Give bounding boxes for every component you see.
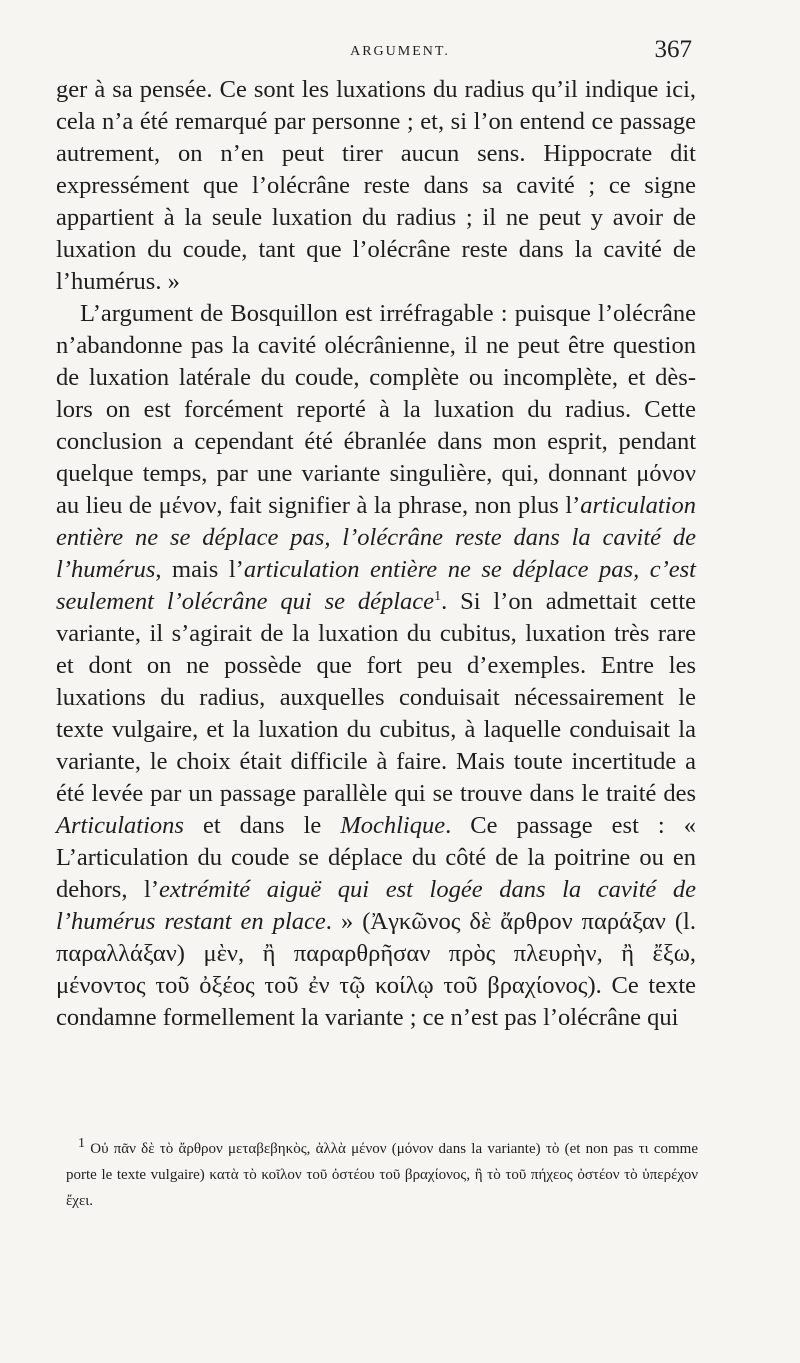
main-text — [56, 74, 696, 1034]
running-head: ARGUMENT. — [350, 44, 450, 59]
footnotes — [66, 1136, 698, 1214]
italic-quote: articulation entière ne se déplace pas, l’olécrâne reste dans la cavité de l’humérus — [56, 492, 696, 583]
text-run: , mais l’ — [155, 556, 244, 583]
text-run: . » (Ἀγκῶνος δὲ ἄρθρον παράξαν (l. παραλλάξαν) μὲν, ἢ παραρθρῆσαν πρὸς πλευρὴν, ἢ ἔξω, μένοντος τοῦ ὀξέος τοῦ ἐν τῷ κοίλῳ τοῦ βραχίονος). Ce texte condamne formellement la variante ; ce n’est pas l’olécrâne qui — [56, 908, 696, 1031]
italic-title: Articulations — [56, 812, 184, 839]
italic-quote: extrémité aiguë qui est logée dans la cavité de l’humérus restant en place — [56, 876, 696, 935]
footnote-text: Οὐ πᾶν δὲ τὸ ἄρθρον μεταβεβηκὸς, ἀλλὰ μένον (μόνον dans la variante) τὸ (et non pas τι comme porte le texte vulgaire) κατὰ τὸ κοῖλον τοῦ ὀστέου τοῦ βραχίονος, ἢ τὸ τοῦ πήχεος ὀστέον τὸ ὑπερέχον ἔχει. — [66, 1141, 699, 1209]
text-run: . Ce passage est : « L’articulation du coude se déplace du côté de la poitrine ou en dehors, l’ — [56, 812, 696, 903]
italic-quote: articulation entière ne se déplace pas, c’est seulement l’olécrâne qui se déplace — [56, 556, 696, 615]
text-run: et dans le — [183, 812, 341, 839]
footnote-ref[interactable]: 1 — [434, 588, 442, 604]
text-run: L’argument de Bosquillon est irréfragable : puisque l’olécrâne n’abandonne pas la cavité olécrânienne, il ne peut être question de luxation latérale du coude, complète ou incomplète, et dès-lors on est forcément reporté à la luxation du radius. Cette conclusion a cependant été ébranlée dans mon esprit, pendant quelque temps, par une variante singulière, qui, donnant μόνον au lieu de μένον, fait signifier à la phrase, non plus l’ — [56, 300, 696, 519]
footnote-1 — [66, 1136, 698, 1214]
footnote-mark: 1 — [78, 1136, 85, 1151]
text-run: . Si l’on admettait cette variante, il s’agirait de la luxation du cubitus, luxation très rare et dont on ne possède que fort peu d’exemples. Entre les luxations du radius, auxquelles conduisait nécessairement le texte vulgaire, et la luxation du cubitus, à laquelle conduisait la variante, le choix était difficile à faire. Mais toute incertitude a été levée par un passage parallèle qui se trouve dans le traité des — [56, 588, 696, 807]
page-number: 367 — [654, 36, 692, 63]
page-header — [0, 34, 800, 74]
paragraph-1: ger à sa pensée. Ce sont les luxations du radius qu’il indique ici, cela n’a été remarqué par personne ; et, si l’on entend ce passage autrement, on n’en peut tirer aucun sens. Hippocrate dit expressément que l’olécrâne reste dans sa cavité ; ce signe appartient à la seule luxation du radius ; il ne peut y avoir de luxation du coude, tant que l’olécrâne reste dans la cavité de l’humérus. » — [56, 76, 696, 295]
italic-title: Mochlique — [340, 812, 446, 839]
paragraph-2 — [56, 298, 696, 1034]
